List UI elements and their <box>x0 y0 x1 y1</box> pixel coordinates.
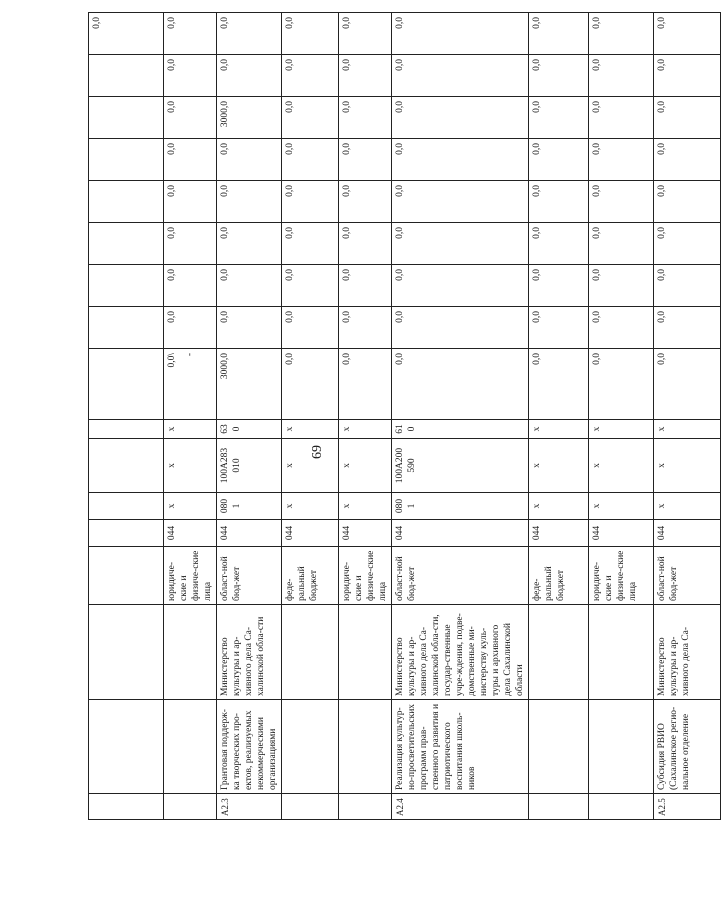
year-value: 0,0 <box>217 223 282 265</box>
year-value: 0,0 <box>529 181 589 223</box>
year-value: 0,0 <box>339 181 392 223</box>
event-name <box>529 700 589 794</box>
executor-cell <box>339 605 392 700</box>
csr-cell: x <box>529 439 589 493</box>
executor-cell <box>89 605 164 700</box>
year-value: 0,0 <box>282 139 339 181</box>
vr-cell: x <box>654 420 721 439</box>
page-number: 69 <box>310 445 325 459</box>
rzpr-cell: x <box>654 493 721 520</box>
table-row <box>339 13 392 820</box>
row-id <box>164 794 217 820</box>
rzpr-cell: x <box>164 493 217 520</box>
csr-cell: 100А283 010 <box>217 439 282 493</box>
grbs-cell: 044 <box>589 520 654 547</box>
vr-cell: x <box>164 420 217 439</box>
year-value: 0,0 <box>654 97 721 139</box>
year-value: 0,0 <box>392 97 529 139</box>
year-value: 0,0 <box>217 307 282 349</box>
csr-cell: x <box>589 439 654 493</box>
event-name: Субсидия РВИО (Сахалинское регио-нальное отделение <box>654 700 721 794</box>
budget-table <box>88 12 721 820</box>
year-value <box>89 97 164 139</box>
rzpr-cell: 080 1 <box>392 493 529 520</box>
year-value: 3000,0 <box>217 97 282 139</box>
rzpr-cell: x <box>339 493 392 520</box>
year-value: 0,0 <box>339 223 392 265</box>
year-value: 0,0 <box>529 55 589 97</box>
year-value: 0,0 <box>392 307 529 349</box>
year-value: 0,0 <box>529 223 589 265</box>
event-name: Грантовая поддерж-ка творческих про-ектов, реализуемых некоммерческими организациями <box>217 700 282 794</box>
grbs-cell: 044 <box>282 520 339 547</box>
grbs-cell: 044 <box>164 520 217 547</box>
rzpr-cell: 080 1 <box>217 493 282 520</box>
table-row <box>529 13 589 820</box>
year-value <box>89 307 164 349</box>
year-value: 0,0 <box>217 13 282 55</box>
year-value: 0,0 <box>589 13 654 55</box>
year-value: 0,0 <box>529 13 589 55</box>
year-value: 0,0 <box>339 139 392 181</box>
source-cell: юридиче-ские и физиче-ские лица <box>164 547 217 605</box>
rzpr-cell: x <box>589 493 654 520</box>
vr-cell: 61 0 <box>392 420 529 439</box>
grbs-cell: 044 <box>529 520 589 547</box>
year-value: 0,0 <box>89 13 164 55</box>
total-cell: 0,0 <box>339 349 392 420</box>
year-value: 0,0 <box>282 181 339 223</box>
total-value: 0,0 <box>167 355 177 368</box>
row-id <box>529 794 589 820</box>
event-name: Реализация культур-но-просветительских программ прав-ственного развития и патриотического воспитания школь-ников <box>392 700 529 794</box>
table-row <box>589 13 654 820</box>
event-name <box>89 700 164 794</box>
year-value: 0,0 <box>339 97 392 139</box>
year-value: 0,0 <box>529 97 589 139</box>
vr-cell: x <box>282 420 339 439</box>
executor-cell: Министерство культуры и ар-хивного дела Са- <box>654 605 721 700</box>
vr-cell: 63 0 <box>217 420 282 439</box>
table-row <box>89 13 164 820</box>
year-value: 0,0 <box>339 307 392 349</box>
grbs-cell <box>89 520 164 547</box>
source-cell: област-ной бюд-жет <box>654 547 721 605</box>
rzpr-cell <box>89 493 164 520</box>
table-row <box>654 13 721 820</box>
executor-cell <box>282 605 339 700</box>
csr-cell: x <box>282 439 339 493</box>
year-value: 0,0 <box>654 13 721 55</box>
executor-cell <box>589 605 654 700</box>
year-value: 0,0 <box>529 139 589 181</box>
vr-cell: x <box>529 420 589 439</box>
year-value: 0,0 <box>164 223 217 265</box>
vr-cell <box>89 420 164 439</box>
year-value <box>89 139 164 181</box>
source-cell <box>89 547 164 605</box>
year-value: 0,0 <box>164 139 217 181</box>
event-name <box>339 700 392 794</box>
year-value: 0,0 <box>654 55 721 97</box>
csr-cell: 100А200 590 <box>392 439 529 493</box>
year-value: 0,0 <box>589 97 654 139</box>
table-row <box>217 13 282 820</box>
year-value: 0,0 <box>217 181 282 223</box>
total-cell: 0,0 <box>392 349 529 420</box>
year-value: 0,0 <box>589 223 654 265</box>
executor-cell: Министерство культуры и ар-хивного дела Са-халинской обла-сти <box>217 605 282 700</box>
year-value <box>89 223 164 265</box>
row-id <box>89 794 164 820</box>
event-name <box>164 700 217 794</box>
year-value: 0,0 <box>164 13 217 55</box>
year-value: 0,0 <box>282 13 339 55</box>
total-cell: 0,0 <box>654 349 721 420</box>
grbs-cell: 044 <box>339 520 392 547</box>
year-value: 0,0 <box>529 307 589 349</box>
year-value: 0,0 <box>589 307 654 349</box>
year-value: 0,0 <box>392 139 529 181</box>
year-value: 0,0 <box>392 55 529 97</box>
year-value: 0,0 <box>164 55 217 97</box>
year-value: 0,0 <box>339 55 392 97</box>
row-id <box>282 794 339 820</box>
row-id: А2.5 <box>654 794 721 820</box>
year-value: 0,0 <box>217 139 282 181</box>
year-value <box>89 55 164 97</box>
row-id: А2.3 <box>217 794 282 820</box>
source-cell: област-ной бюд-жет <box>392 547 529 605</box>
source-cell: юридиче-ские и физиче-ские лица <box>589 547 654 605</box>
year-value: 0,0 <box>164 181 217 223</box>
grbs-cell: 044 <box>217 520 282 547</box>
source-cell: феде-ральный бюджет <box>282 547 339 605</box>
total-cell: 0,0 <box>282 349 339 420</box>
year-value: 0,0 <box>589 139 654 181</box>
rzpr-cell: x <box>529 493 589 520</box>
year-value: 0,0 <box>589 55 654 97</box>
table-row <box>164 13 217 820</box>
dash-mark: - <box>185 353 195 357</box>
year-value: 0,0 <box>589 181 654 223</box>
year-value: 0,0 <box>339 265 392 307</box>
table-row <box>392 13 529 820</box>
year-value <box>89 181 164 223</box>
year-value: 0,0 <box>217 55 282 97</box>
year-value: 0,0 <box>529 265 589 307</box>
row-id <box>339 794 392 820</box>
year-value: 0,0 <box>164 265 217 307</box>
csr-cell <box>89 439 164 493</box>
rotated-table-container <box>88 17 691 820</box>
source-cell: юридиче-ские и физиче-ские лица <box>339 547 392 605</box>
executor-cell <box>164 605 217 700</box>
csr-cell: x <box>339 439 392 493</box>
year-value: 0,0 <box>654 223 721 265</box>
executor-cell: Министерство культуры и ар-хивного дела Са-халинской обла-сти, государ-ственные учре-ждения, подве-домственные ми-нистерству куль-туры и архивного дела Сахалинской области <box>392 605 529 700</box>
year-value: 0,0 <box>392 181 529 223</box>
year-value: 0,0 <box>282 265 339 307</box>
year-value: 0,0 <box>217 265 282 307</box>
year-value: 0,0 <box>282 223 339 265</box>
year-value <box>89 265 164 307</box>
year-value: 0,0 <box>392 265 529 307</box>
executor-cell <box>529 605 589 700</box>
year-value: 0,0 <box>589 265 654 307</box>
year-value: 0,0 <box>392 223 529 265</box>
year-value: 0,0 <box>282 55 339 97</box>
source-cell: област-ной бюд-жет <box>217 547 282 605</box>
event-name <box>282 700 339 794</box>
grbs-cell: 044 <box>654 520 721 547</box>
vr-cell: x <box>339 420 392 439</box>
row-id <box>589 794 654 820</box>
year-value: 0,0 <box>339 13 392 55</box>
rzpr-cell: x <box>282 493 339 520</box>
year-value: 0,0 <box>164 307 217 349</box>
vr-cell: x <box>589 420 654 439</box>
total-cell: 0,0 <box>589 349 654 420</box>
year-value: 0,0 <box>282 97 339 139</box>
csr-cell: x <box>654 439 721 493</box>
total-cell <box>89 349 164 420</box>
year-value: 0,0 <box>654 139 721 181</box>
row-id: А2.4 <box>392 794 529 820</box>
source-cell: феде-ральный бюджет <box>529 547 589 605</box>
grbs-cell: 044 <box>392 520 529 547</box>
total-cell: 3000,0 <box>217 349 282 420</box>
total-cell: 0,0\ - <box>164 349 217 420</box>
year-value: 0,0 <box>282 307 339 349</box>
table-row <box>282 13 339 820</box>
year-value: 0,0 <box>392 13 529 55</box>
year-value: 0,0 <box>654 307 721 349</box>
year-value: 0,0 <box>654 181 721 223</box>
total-cell: 0,0 <box>529 349 589 420</box>
year-value: 0,0 <box>654 265 721 307</box>
event-name <box>589 700 654 794</box>
year-value: 0,0 <box>164 97 217 139</box>
csr-cell: x <box>164 439 217 493</box>
